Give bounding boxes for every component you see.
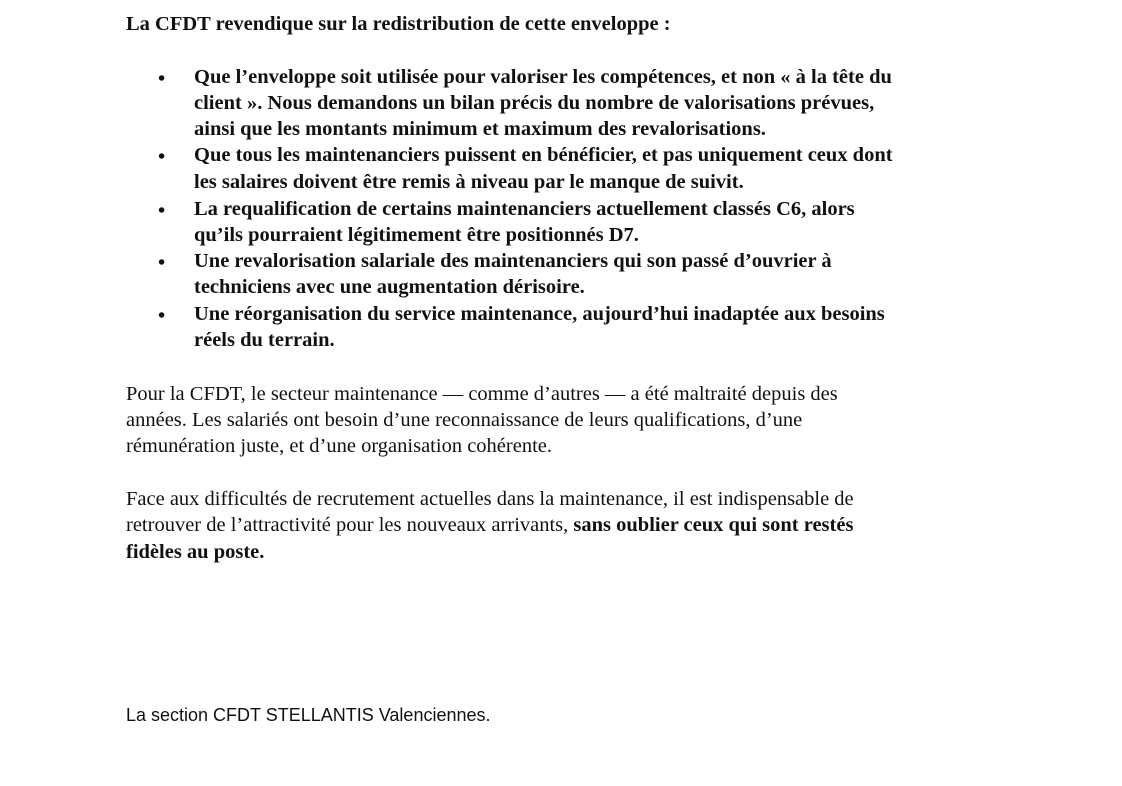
emphasis-text: sans oublier ceux qui sont restés <box>573 514 854 536</box>
list-item-line: qu’ils pourraient légitimement être positionnés D7. <box>194 224 639 246</box>
list-item-line: La requalification de certains maintenanciers actuellement classés C6, alors <box>194 198 855 220</box>
list-item-line: Une réorganisation du service maintenance, aujourd’hui inadaptée aux besoins <box>194 303 885 325</box>
list-item-line: techniciens avec une augmentation dérisoire. <box>194 276 585 298</box>
paragraph-line: années. Les salariés ont besoin d’une reconnaissance de leurs qualifications, d’une <box>126 409 803 431</box>
bullet-icon: • <box>158 252 166 274</box>
bullet-icon: • <box>158 200 166 222</box>
list-item-line: réels du terrain. <box>194 329 335 351</box>
signature: La section CFDT STELLANTIS Valenciennes. <box>126 705 491 725</box>
list-item-line: Une revalorisation salariale des maintenanciers qui son passé d’ouvrier à <box>194 250 832 272</box>
paragraph-line: rémunération juste, et d’une organisation cohérente. <box>126 435 552 457</box>
paragraph-line: Face aux difficultés de recrutement actuelles dans la maintenance, il est indispensable de <box>126 488 854 510</box>
bullet-icon: • <box>158 305 166 327</box>
list-item-line: les salaires doivent être remis à niveau par le manque de suivit. <box>194 171 744 193</box>
bullet-icon: • <box>158 146 166 168</box>
paragraph-line: Pour la CFDT, le secteur maintenance — comme d’autres — a été maltraité depuis des <box>126 383 838 405</box>
list-item-line: Que l’enveloppe soit utilisée pour valoriser les compétences, et non « à la tête du <box>194 66 892 88</box>
bullet-icon: • <box>158 68 166 90</box>
heading: La CFDT revendique sur la redistribution de cette enveloppe : <box>126 13 671 35</box>
list-item-line: ainsi que les montants minimum et maximum des revalorisations. <box>194 118 766 140</box>
emphasis-text: fidèles au poste. <box>126 541 265 563</box>
paragraph-line <box>126 512 853 538</box>
list-item-line: Que tous les maintenanciers puissent en bénéficier, et pas uniquement ceux dont <box>194 144 893 166</box>
list-item-line: client ». Nous demandons un bilan précis du nombre de valorisations prévues, <box>194 92 875 114</box>
paragraph-text: retrouver de l’attractivité pour les nouveaux arrivants, <box>126 514 574 536</box>
